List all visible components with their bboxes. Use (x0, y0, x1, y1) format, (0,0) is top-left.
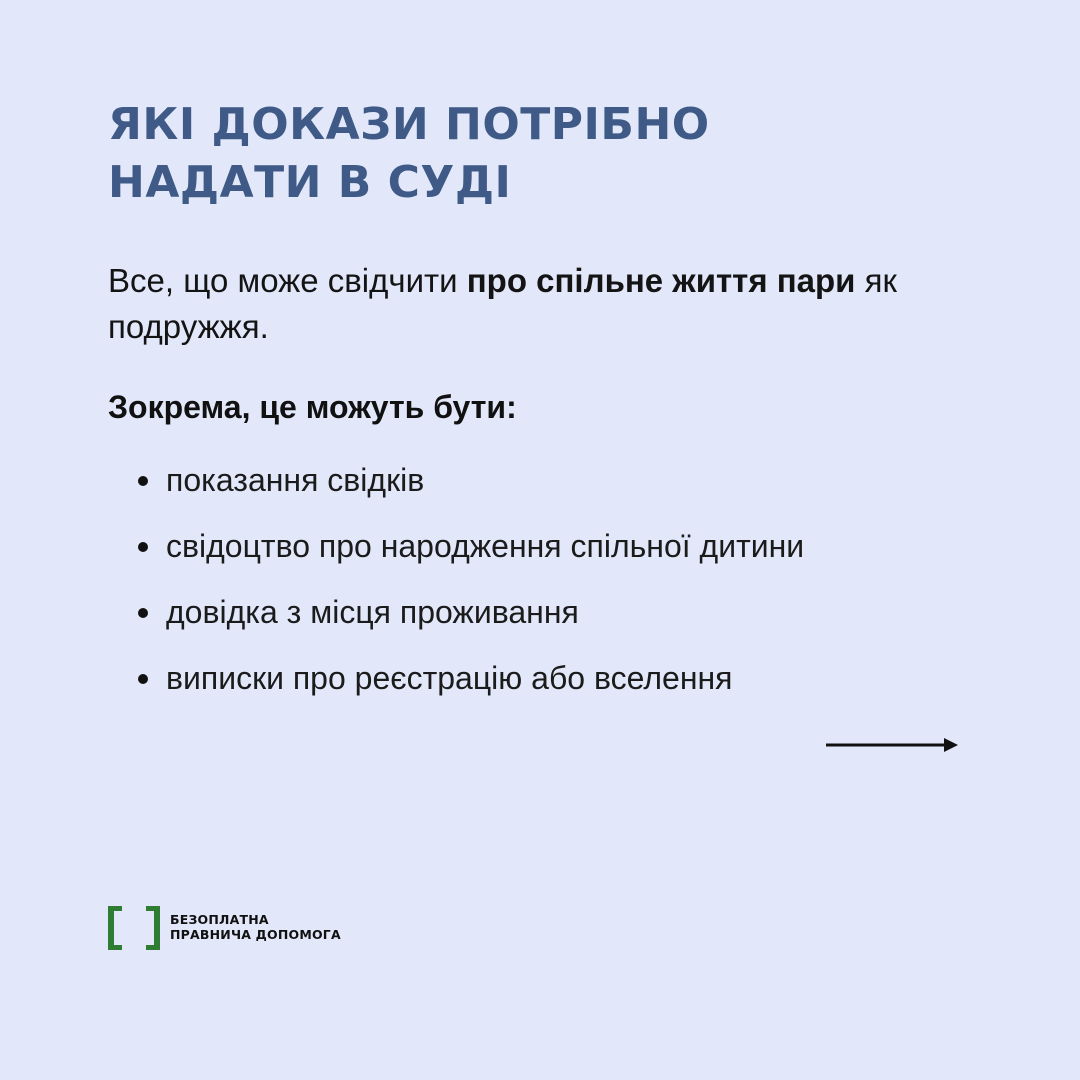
intro-text-start: Все, що може свідчити (108, 262, 467, 299)
list-item (138, 654, 998, 720)
logo-line-2: ПРАВНИЧА ДОПОМОГА (170, 927, 341, 942)
list-item-text: свідоцтво про народження спільної дитини (166, 528, 805, 564)
bullet-icon (138, 608, 148, 618)
bullet-icon (138, 674, 148, 684)
logo-text (170, 912, 341, 942)
list-item-text: виписки про реєстрацію або вселення (166, 660, 733, 696)
bracket-logo-icon (108, 906, 160, 950)
organization-logo (108, 906, 408, 952)
page-title (108, 96, 968, 212)
intro-paragraph (108, 258, 988, 350)
title-line-1: ЯКІ ДОКАЗИ ПОТРІБНО (108, 99, 710, 150)
arrow-right-icon[interactable] (826, 734, 960, 756)
logo-line-1: БЕЗОПЛАТНА (170, 912, 269, 927)
intro-text-bold: про спільне життя пари (466, 262, 856, 299)
bullet-icon (138, 476, 148, 486)
intro-text-end: як подружжя. (108, 262, 897, 345)
list-item-text: довідка з місця проживання (166, 594, 579, 630)
list-item (138, 456, 998, 522)
list-item (138, 588, 998, 654)
list-heading: Зокрема, це можуть бути: (108, 389, 517, 425)
list-item (138, 522, 998, 588)
title-line-2: НАДАТИ В СУДІ (108, 157, 512, 208)
list-item-text: показання свідків (166, 462, 425, 498)
bullet-icon (138, 542, 148, 552)
evidence-list (138, 456, 998, 720)
